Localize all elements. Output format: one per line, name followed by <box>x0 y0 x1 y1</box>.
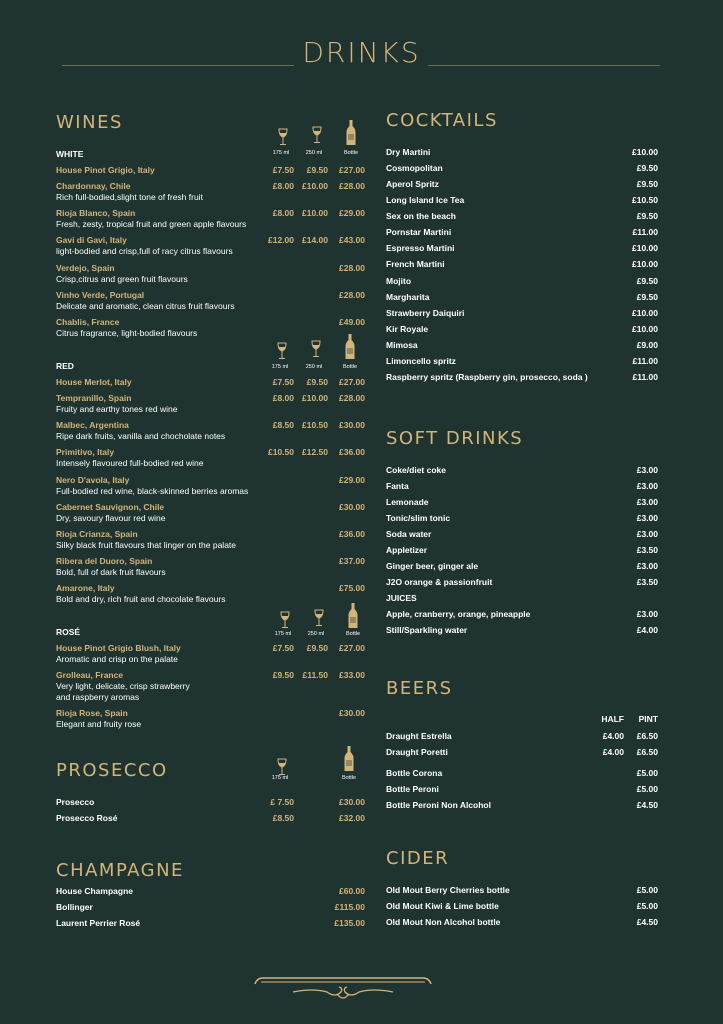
wine-description-line2: and raspberry aromas <box>56 692 140 703</box>
wine-glass-icon <box>279 611 291 629</box>
soft-drink-name: Tonic/slim tonic <box>386 513 451 523</box>
beer-name: Draught Estrella <box>386 731 452 741</box>
size-label-bottle: Bottle <box>345 631 361 637</box>
champagne-heading: CHAMPAGNE <box>56 860 184 881</box>
wine-name: Rioja Blanco, Spain <box>56 208 136 219</box>
soft-drink-price: £3.00 <box>636 609 658 619</box>
price-250ml: £10.00 <box>302 208 328 219</box>
soft-drink-name: Coke/diet coke <box>386 465 446 475</box>
price-bottle: £43.00 <box>339 235 365 246</box>
title-area <box>0 30 723 80</box>
price-bottle: £33.00 <box>339 670 365 681</box>
wine-bottle-icon <box>346 120 356 146</box>
cocktail-price: £9.50 <box>636 179 658 190</box>
price-175ml: £8.00 <box>272 208 294 219</box>
wine-description: Citrus fragrance, light-bodied flavours <box>56 328 198 338</box>
wine-description: Dry, savoury flavour red wine <box>56 512 166 523</box>
cider-name: Old Mout Berry Cherries bottle <box>386 885 510 895</box>
cocktail-name: Cosmopolitan <box>386 163 443 174</box>
beers-heading: BEERS <box>386 678 453 699</box>
size-label-250: 250 ml <box>307 631 325 637</box>
cocktail-name: Strawberry Daiquiri <box>386 307 465 318</box>
beer-bottle-price: £4.50 <box>636 800 658 810</box>
price-250ml: £12.50 <box>302 447 328 458</box>
soft-drink-price: £3.00 <box>636 497 658 507</box>
cocktail-name: Long Island Ice Tea <box>386 195 465 206</box>
cocktail-price: £10.00 <box>632 323 658 334</box>
wine-glass-icon <box>311 126 323 144</box>
soft-drink-price: £3.00 <box>636 513 658 523</box>
price-250ml: £11.50 <box>302 670 328 681</box>
beer-pint-price: £6.50 <box>636 747 658 757</box>
price-175ml: £12.00 <box>268 235 294 246</box>
size-label-175: 175 ml <box>272 150 290 156</box>
soft-drink-name: Lemonade <box>386 497 429 507</box>
cocktail-name: Raspberry spritz (Raspberry gin, prosecco, soda ) <box>386 371 588 382</box>
wine-description: light-bodied and crisp,full of racy citrus flavours <box>56 246 233 257</box>
price-bottle: £27.00 <box>339 165 365 175</box>
beer-bottle-name: Bottle Peroni Non Alcohol <box>386 800 491 810</box>
prosecco-price-bottle: £32.00 <box>339 813 365 823</box>
cocktail-price: £11.00 <box>632 371 658 382</box>
price-bottle: £30.00 <box>339 420 365 431</box>
size-label-bottle: Bottle <box>342 364 358 370</box>
page-title: DRINKS <box>302 36 421 69</box>
prosecco-heading: PROSECCO <box>56 760 168 781</box>
beer-bottle-name: Bottle Corona <box>386 768 443 778</box>
wine-item <box>56 317 316 339</box>
wine-bottle-icon <box>345 334 355 360</box>
wine-glass-icon <box>277 128 289 146</box>
white-wine-label: WHITE <box>56 149 84 159</box>
beer-bottle-price: £5.00 <box>636 784 658 794</box>
beer-pint-price: £6.50 <box>636 731 658 741</box>
soft-drink-name: J2O orange & passionfruit <box>386 577 493 587</box>
price-bottle: £27.00 <box>339 377 365 387</box>
wine-name: Primitivo, Italy <box>56 447 115 458</box>
price-bottle: £30.00 <box>339 501 365 512</box>
soft-drink-price: £3.00 <box>636 529 658 539</box>
soft-drink-name: Apple, cranberry, orange, pineapple <box>386 609 531 619</box>
wine-description: Silky black fruit flavours that linger on the palate <box>56 540 237 550</box>
cocktail-name: Aperol Spritz <box>386 179 439 190</box>
wine-description: Full-bodied red wine, black-skinned berries aromas <box>56 485 249 496</box>
price-175ml: £9.50 <box>272 670 294 681</box>
prosecco-price-bottle: £30.00 <box>339 797 365 807</box>
rose-wine-label: ROSÉ <box>56 627 81 637</box>
soft-drinks-heading: SOFT DRINKS <box>386 428 524 449</box>
size-label-175: 175 ml <box>271 364 289 370</box>
beer-bottle-price: £5.00 <box>636 768 658 778</box>
price-250ml: £14.00 <box>302 235 328 246</box>
cocktail-name: Mimosa <box>386 339 418 350</box>
soft-drink-price: £3.00 <box>636 465 658 475</box>
wine-glass-icon <box>310 340 322 358</box>
soft-drink-price: £3.00 <box>636 481 658 491</box>
cocktail-price: £9.50 <box>636 211 658 222</box>
cocktail-price: £11.00 <box>632 355 658 366</box>
wine-name: Malbec, Argentina <box>56 420 129 431</box>
price-bottle: £28.00 <box>339 262 365 273</box>
price-bottle: £75.00 <box>339 583 365 594</box>
wine-name: Grolleau, France <box>56 670 124 681</box>
prosecco-name: Prosecco Rosé <box>56 813 118 823</box>
price-175ml: £8.00 <box>272 393 294 403</box>
soft-drink-price: £3.00 <box>636 561 658 571</box>
champagne-price-bottle: £115.00 <box>334 902 365 912</box>
cider-heading: CIDER <box>386 848 450 869</box>
wine-description: Bold, full of dark fruit flavours <box>56 567 166 578</box>
wine-description: Elegant and fruity rose <box>56 719 142 730</box>
wine-glass-icon <box>313 609 325 627</box>
wine-description: Fresh, zesty, tropical fruit and green apple flavours <box>56 219 247 230</box>
cocktail-name: Sex on the beach <box>386 211 456 222</box>
price-bottle: £28.00 <box>339 289 365 300</box>
wine-item <box>56 290 316 312</box>
beer-pint-header: PINT <box>638 714 658 724</box>
size-label-175: 175 ml <box>274 631 292 637</box>
cocktail-price: £11.00 <box>632 227 658 238</box>
wine-name: Chablis, France <box>56 317 120 327</box>
size-label-250: 250 ml <box>305 364 323 370</box>
price-bottle: £28.00 <box>339 181 365 191</box>
wine-name: Tempranillo, Spain <box>56 393 132 403</box>
wine-description: Fruity and earthy tones red wine <box>56 404 178 414</box>
title-divider-right <box>428 65 660 66</box>
cocktail-price: £10.00 <box>632 243 658 254</box>
price-bottle: £36.00 <box>339 529 365 539</box>
soft-drink-name: Appletizer <box>386 545 428 555</box>
wine-bottle-icon <box>348 603 358 629</box>
cider-name: Old Mout Kiwi & Lime bottle <box>386 901 499 911</box>
price-bottle: £37.00 <box>339 556 365 567</box>
wine-description: Rich full-bodied,slight tone of fresh fruit <box>56 192 203 202</box>
cocktail-name: Mojito <box>386 275 412 286</box>
price-175ml: £7.50 <box>272 165 294 175</box>
beer-bottle-name: Bottle Peroni <box>386 784 439 794</box>
red-wine-label: RED <box>56 361 74 371</box>
cocktail-price: £9.50 <box>636 291 658 302</box>
wine-description: Delicate and aromatic, clean citrus fruit flavours <box>56 300 235 311</box>
wine-description: Crisp,citrus and green fruit flavours <box>56 273 188 284</box>
wine-item <box>56 556 316 578</box>
price-bottle: £30.00 <box>339 708 365 719</box>
wine-description: Bold and dry, rich fruit and chocolate flavours <box>56 594 226 605</box>
champagne-price-bottle: £135.00 <box>334 918 365 928</box>
champagne-price-bottle: £60.00 <box>339 886 365 896</box>
cocktail-price: £9.50 <box>636 275 658 286</box>
price-175ml: £8.50 <box>272 420 294 431</box>
wines-heading: WINES <box>56 112 123 133</box>
wine-name: Gavi di Gavi, Italy <box>56 235 127 246</box>
cocktail-price: £10.50 <box>632 195 658 206</box>
prosecco-price-175ml: £8.50 <box>272 813 294 823</box>
cider-price: £5.00 <box>636 901 658 911</box>
soft-drink-name: Ginger beer, ginger ale <box>386 561 479 571</box>
price-175ml: £7.50 <box>272 643 294 653</box>
cider-price: £5.00 <box>636 885 658 895</box>
soft-drink-name: Still/Sparkling water <box>386 625 468 635</box>
beer-half-header: HALF <box>601 714 624 724</box>
wine-name: Amarone, Italy <box>56 583 115 594</box>
wine-item <box>56 502 316 524</box>
price-250ml: £9.50 <box>306 377 328 387</box>
price-bottle: £36.00 <box>339 447 365 458</box>
wine-bottle-icon <box>344 746 354 772</box>
prosecco-price-175ml: £ 7.50 <box>270 797 294 807</box>
champagne-name: Laurent Perrier Rosé <box>56 918 141 928</box>
size-label-250: 250 ml <box>305 150 323 156</box>
wine-name: Verdejo, Spain <box>56 262 115 273</box>
wine-item <box>56 475 316 497</box>
wine-name: Chardonnay, Chile <box>56 181 131 191</box>
champagne-name: House Champagne <box>56 886 133 896</box>
price-bottle: £49.00 <box>339 317 365 327</box>
size-label-bottle: Bottle <box>341 775 357 781</box>
price-250ml: £10.00 <box>302 393 328 403</box>
wine-name: Vinho Verde, Portugal <box>56 289 145 300</box>
cocktail-name: French Martini <box>386 259 445 270</box>
wine-name: House Pinot Grigio, Italy <box>56 165 155 175</box>
wine-name: Cabernet Sauvignon, Chile <box>56 501 165 512</box>
soft-drink-name: Fanta <box>386 481 409 491</box>
soft-drink-price: £4.00 <box>636 625 658 635</box>
wine-name: Ribera del Duoro, Spain <box>56 556 153 567</box>
price-250ml: £9.50 <box>306 165 328 175</box>
wine-item <box>56 708 316 730</box>
price-175ml: £8.00 <box>272 181 294 191</box>
cocktail-name: Dry Martini <box>386 147 431 157</box>
cocktail-price: £10.00 <box>632 307 658 318</box>
cocktails-heading: COCKTAILS <box>386 110 498 131</box>
champagne-name: Bollinger <box>56 902 93 912</box>
wine-glass-icon <box>276 342 288 360</box>
beer-half-price: £4.00 <box>602 747 624 757</box>
price-bottle: £28.00 <box>339 393 365 403</box>
cocktail-name: Margharita <box>386 291 430 302</box>
soft-drink-price: £3.50 <box>636 545 658 555</box>
price-175ml: £10.50 <box>268 447 294 458</box>
wine-name: Rioja Crianza, Spain <box>56 529 138 539</box>
beer-name: Draught Poretti <box>386 747 448 757</box>
soft-drink-name: Soda water <box>386 529 432 539</box>
wine-name: Nero D'avola, Italy <box>56 474 130 485</box>
wine-description: Very light, delicate, crisp strawberry <box>56 681 190 692</box>
size-label-175: 175 ml <box>271 775 289 781</box>
price-bottle: £27.00 <box>339 643 365 653</box>
price-250ml: £10.50 <box>302 420 328 431</box>
wine-name: House Merlot, Italy <box>56 377 132 387</box>
wine-item <box>56 529 316 551</box>
cocktail-price: £9.00 <box>636 339 658 350</box>
soft-drink-name: JUICES <box>386 593 417 603</box>
soft-drink-price: £3.50 <box>636 577 658 587</box>
wine-glass-icon <box>276 758 288 776</box>
price-bottle: £29.00 <box>339 474 365 485</box>
cider-name: Old Mout Non Alcohol bottle <box>386 917 501 927</box>
price-250ml: £9.50 <box>306 643 328 653</box>
wine-description: Ripe dark fruits, vanilla and chocholate notes <box>56 431 226 442</box>
prosecco-name: Prosecco <box>56 797 95 807</box>
wine-item <box>56 583 316 605</box>
price-250ml: £10.00 <box>302 181 328 191</box>
cocktail-name: Espresso Martini <box>386 243 455 254</box>
cocktail-name: Pornstar Martini <box>386 227 452 238</box>
beer-half-price: £4.00 <box>602 731 624 741</box>
cocktail-name: Limoncello spritz <box>386 355 456 366</box>
ornament-divider-icon <box>253 970 433 1004</box>
cocktail-price: £9.50 <box>636 163 658 174</box>
price-175ml: £7.50 <box>272 377 294 387</box>
wine-name: House Pinot Grigio Blush, Italy <box>56 643 181 653</box>
wine-description: Intensely flavoured full-bodied red wine <box>56 458 204 469</box>
wine-description: Aromatic and crisp on the palate <box>56 654 178 664</box>
wine-item <box>56 263 316 285</box>
price-bottle: £29.00 <box>339 208 365 219</box>
wine-name: Rioja Rose, Spain <box>56 708 128 719</box>
cocktail-price: £10.00 <box>632 147 658 157</box>
cocktail-price: £10.00 <box>632 259 658 270</box>
size-label-bottle: Bottle <box>343 150 359 156</box>
cider-price: £4.50 <box>636 917 658 927</box>
cocktail-name: Kir Royale <box>386 323 429 334</box>
